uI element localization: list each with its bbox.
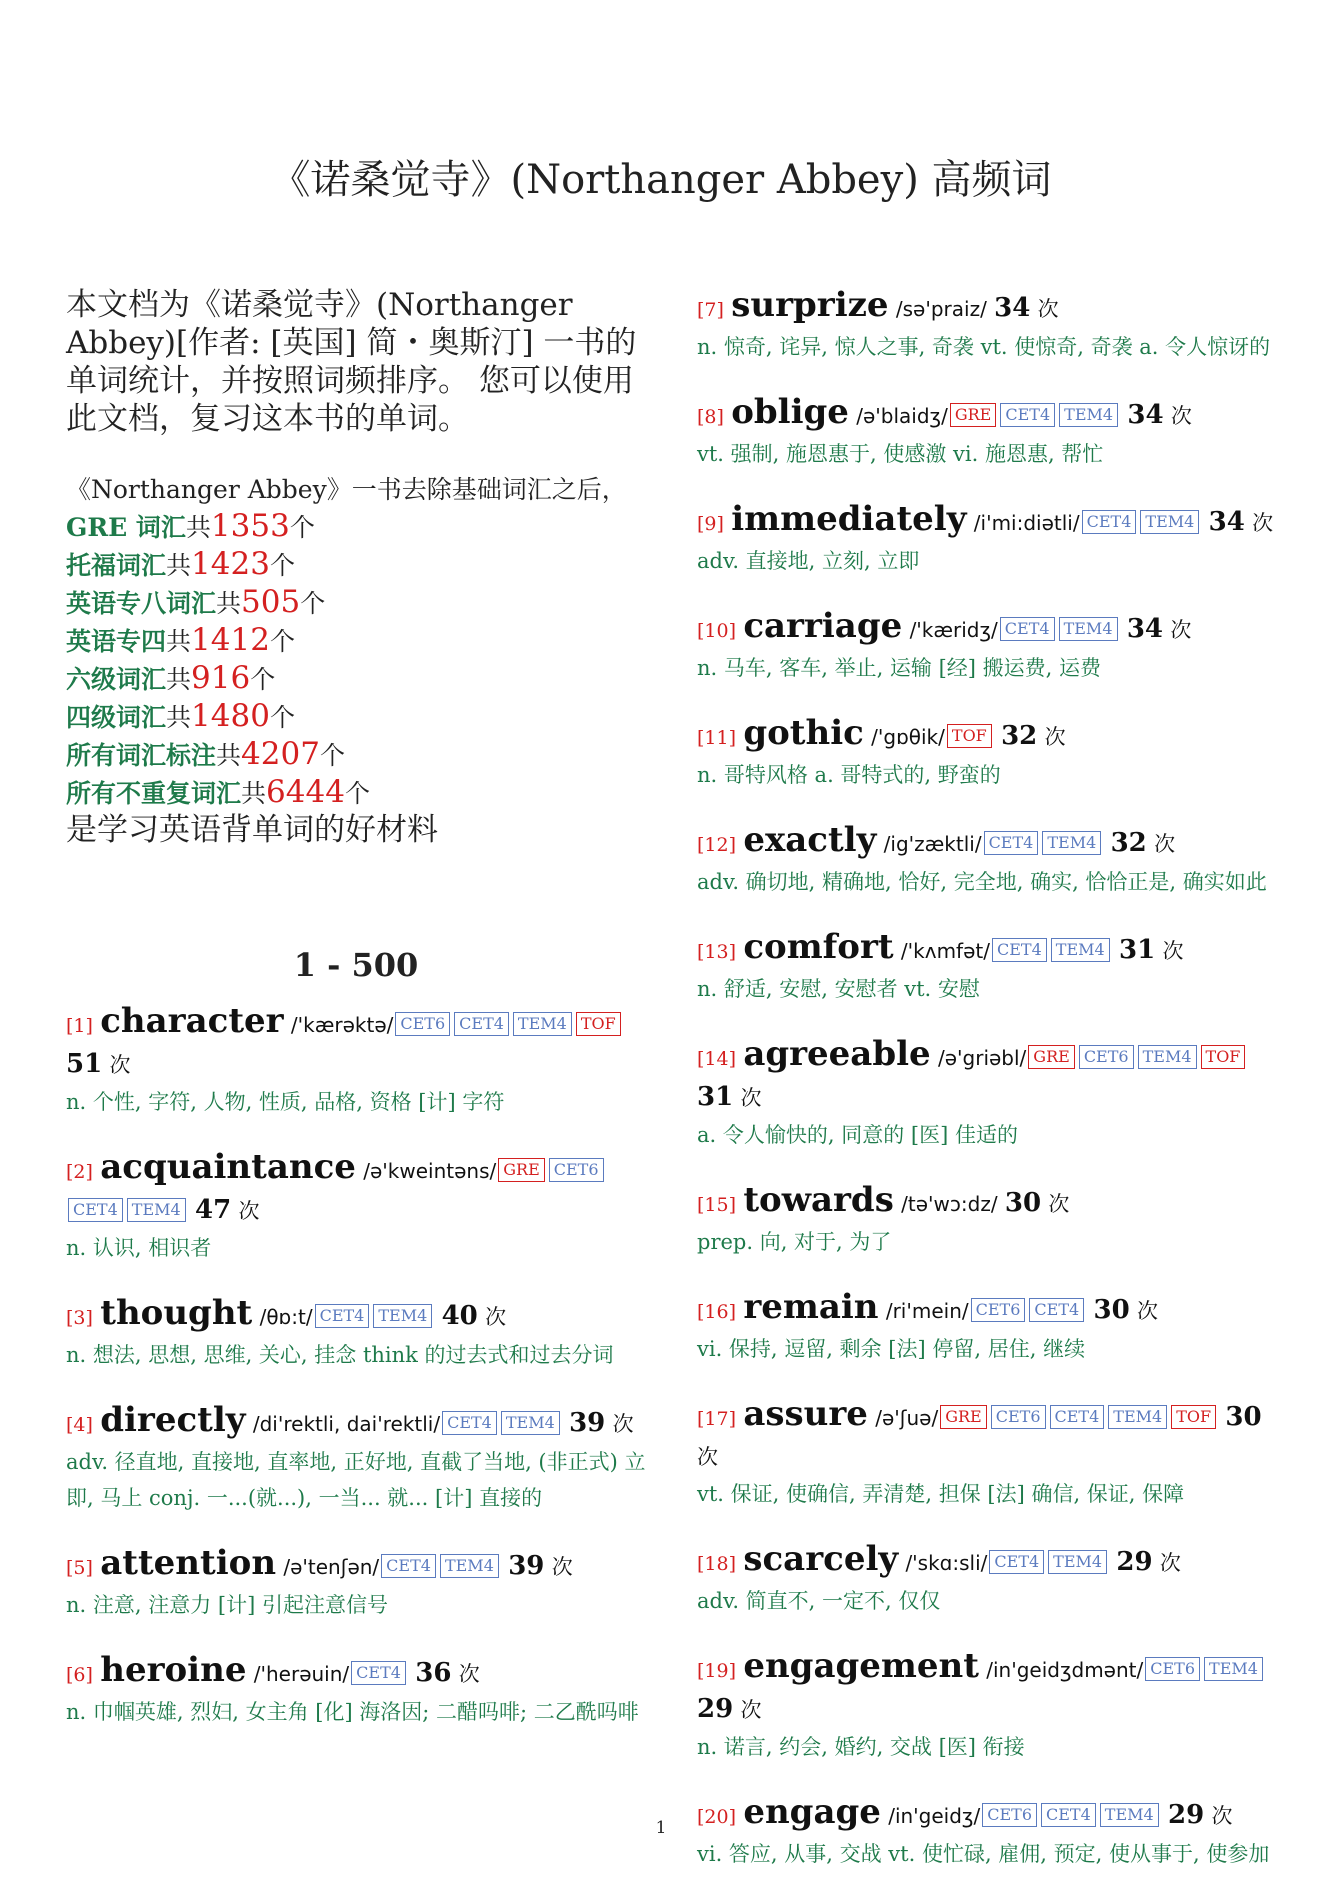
exam-tag: CET4: [381, 1554, 436, 1578]
exam-tag: CET4: [1082, 510, 1137, 534]
exam-tag: CET4: [442, 1411, 497, 1435]
exam-tag: TEM4: [1138, 1045, 1197, 1069]
right-column: [697, 286, 1277, 1900]
entry-phonetic: /tə'wɔ:dz/: [901, 1192, 998, 1216]
stat-count: 505: [241, 584, 301, 620]
entry-frequency: 30: [1093, 1295, 1130, 1325]
entry-word: thought: [100, 1293, 253, 1333]
entry-frequency: 34: [1127, 400, 1164, 430]
frequency-unit: 次: [1211, 1804, 1233, 1828]
entry-phonetic: /in'geidʒ/: [888, 1804, 981, 1828]
stat-count: 1480: [191, 698, 270, 734]
stat-suffix: 个: [319, 741, 345, 770]
stat-line: [66, 736, 646, 774]
frequency-unit: 次: [1159, 1551, 1181, 1575]
entry-definition: vi. 保持, 逗留, 剩余 [法] 停留, 居住, 继续: [697, 1337, 1086, 1361]
stat-label: 四级词汇: [66, 703, 167, 732]
entry-word: engagement: [743, 1646, 979, 1686]
exam-tag: TEM4: [1108, 1405, 1167, 1429]
entry-frequency: 40: [441, 1301, 478, 1331]
frequency-unit: 次: [697, 1445, 718, 1469]
entry-index: [11]: [697, 727, 737, 749]
entry-word: assure: [743, 1394, 868, 1434]
exam-tag: CET4: [351, 1661, 406, 1685]
word-entry: [697, 286, 1277, 365]
entry-frequency: 39: [569, 1408, 606, 1438]
entry-definition: adv. 简直不, 一定不, 仅仅: [697, 1589, 941, 1613]
entry-headline: [66, 1294, 646, 1337]
stat-count: 6444: [266, 774, 345, 810]
frequency-unit: 次: [1170, 618, 1192, 642]
exam-tag: CET4: [315, 1304, 370, 1328]
entry-index: [10]: [697, 620, 737, 642]
entry-definition: n. 巾帼英雄, 烈妇, 女主角 [化] 海洛因; 二醋吗啡; 二乙酰吗啡: [66, 1700, 639, 1724]
entry-definition: adv. 直接地, 立刻, 立即: [697, 549, 920, 573]
entry-headline: [697, 928, 1277, 971]
word-entry: [66, 1401, 646, 1516]
exam-tag: CET4: [1050, 1405, 1105, 1429]
stat-connector: 共: [166, 703, 192, 732]
frequency-unit: 次: [1154, 832, 1176, 856]
entry-headline: [66, 1401, 646, 1444]
entry-definition: vt. 保证, 使确信, 弄清楚, 担保 [法] 确信, 保证, 保障: [697, 1482, 1185, 1506]
entry-frequency: 47: [195, 1195, 232, 1225]
entry-index: [18]: [697, 1553, 737, 1575]
entry-frequency: 30: [1004, 1188, 1042, 1218]
exam-tag: TEM4: [373, 1304, 432, 1328]
entry-definition: n. 舒适, 安慰, 安慰者 vt. 安慰: [697, 977, 980, 1001]
word-entry: [66, 1544, 646, 1623]
entry-index: [4]: [66, 1414, 93, 1436]
entry-frequency: 29: [1168, 1800, 1205, 1830]
entry-index: [12]: [697, 834, 737, 856]
stats-intro-line: 《Northanger Abbey》一书去除基础词汇之后，: [66, 475, 627, 504]
stat-line: [66, 508, 646, 546]
entry-frequency: 39: [508, 1551, 545, 1581]
entry-phonetic: /'herəuin/: [253, 1662, 350, 1686]
entry-headline: [697, 1035, 1277, 1117]
word-entry: [697, 1395, 1277, 1512]
stat-label: 所有词汇标注: [66, 741, 217, 770]
entry-definition: n. 诺言, 约会, 婚约, 交战 [医] 衔接: [697, 1735, 1025, 1759]
entry-frequency: 29: [1116, 1547, 1153, 1577]
entry-word: carriage: [743, 606, 903, 646]
stat-suffix: 个: [344, 779, 370, 808]
exam-tag: CET6: [549, 1158, 604, 1182]
word-entry: [697, 928, 1277, 1007]
stat-label: 托福词汇: [66, 551, 167, 580]
entry-definition: adv. 径直地, 直接地, 直率地, 正好地, 直截了当地, (非正式) 立即, 马上 conj. 一...(就...), 一当... 就... [计] 直接的: [66, 1450, 646, 1510]
entry-index: [9]: [697, 513, 724, 535]
entry-definition: n. 惊奇, 诧异, 惊人之事, 奇袭 vt. 使惊奇, 奇袭 a. 令人惊讶的: [697, 335, 1271, 359]
exam-tag: CET4: [454, 1012, 509, 1036]
stat-connector: 共: [185, 513, 211, 542]
exam-tag: TEM4: [127, 1198, 186, 1222]
entry-index: [15]: [697, 1194, 737, 1216]
intro-paragraph: 本文档为《诺桑觉寺》(Northanger Abbey)[作者: [英国] 简・奥斯汀] 一书的单词统计，并按照词频排序。 您可以使用此文档，复习这本书的单词。: [66, 287, 637, 437]
exam-tag: TEM4: [440, 1554, 499, 1578]
entry-frequency: 34: [1208, 507, 1245, 537]
stat-label: 英语专八词汇: [66, 589, 217, 618]
entry-word: surprize: [731, 285, 889, 325]
entry-frequency: 31: [697, 1082, 734, 1112]
entry-frequency: 36: [415, 1658, 452, 1688]
entry-frequency: 32: [1001, 721, 1038, 751]
frequency-unit: 次: [1136, 1299, 1158, 1323]
entry-word: towards: [743, 1180, 894, 1220]
exam-tag: TEM4: [513, 1012, 572, 1036]
word-entry: [697, 393, 1277, 472]
exam-tag: TEM4: [1059, 403, 1118, 427]
entry-phonetic: /ə'ʃuə/: [875, 1406, 939, 1430]
entry-index: [19]: [697, 1660, 737, 1682]
exam-tag: TOF: [1171, 1405, 1216, 1429]
stat-count: 1353: [210, 508, 290, 544]
entry-word: heroine: [100, 1650, 247, 1690]
stat-count: 1423: [191, 546, 270, 582]
entry-headline: [697, 500, 1277, 543]
document-title: 《诺桑觉寺》(Northanger Abbey) 高频词: [270, 157, 1052, 203]
exam-tag: TEM4: [1048, 1550, 1107, 1574]
entry-headline: [66, 1544, 646, 1587]
stat-line: [66, 774, 646, 812]
stat-line: [66, 698, 646, 736]
exam-tag: CET4: [1041, 1803, 1096, 1827]
exam-tag: GRE: [940, 1405, 987, 1429]
stat-count: 916: [191, 660, 251, 696]
exam-tag: CET4: [68, 1198, 123, 1222]
entry-frequency: 51: [66, 1049, 103, 1079]
exam-tag: TEM4: [1051, 938, 1110, 962]
word-entry: [697, 1647, 1277, 1765]
entry-phonetic: /i'mi:diətli/: [973, 511, 1080, 535]
entry-phonetic: /ə'kweintəns/: [363, 1159, 497, 1183]
entry-headline: [697, 821, 1277, 864]
entry-headline: [697, 1395, 1277, 1476]
entry-definition: n. 想法, 思想, 思维, 关心, 挂念 think 的过去式和过去分词: [66, 1343, 614, 1367]
entry-frequency: 34: [994, 293, 1031, 323]
stat-count: 1412: [191, 622, 270, 658]
stats-block: [66, 472, 646, 848]
entry-word: directly: [100, 1400, 246, 1440]
frequency-unit: 次: [238, 1199, 260, 1223]
frequency-unit: 次: [551, 1555, 573, 1579]
entry-word: gothic: [743, 713, 864, 753]
entry-index: [14]: [697, 1048, 737, 1070]
exam-tag: CET6: [971, 1298, 1026, 1322]
entry-headline: [66, 1651, 646, 1694]
stat-line: [66, 546, 646, 584]
word-entry: [697, 1288, 1277, 1367]
entry-definition: prep. 向, 对于, 为了: [697, 1230, 892, 1254]
entry-word: oblige: [731, 392, 849, 432]
exam-tag: TEM4: [1204, 1657, 1263, 1681]
entry-headline: [697, 1540, 1277, 1583]
frequency-unit: 次: [1162, 939, 1184, 963]
word-entry: [66, 1148, 646, 1266]
entry-definition: n. 认识, 相识者: [66, 1236, 212, 1260]
entry-headline: [697, 393, 1277, 436]
entry-phonetic: /'kærəktə/: [290, 1013, 394, 1037]
frequency-unit: 次: [740, 1086, 762, 1110]
word-entry: [66, 1002, 646, 1120]
entry-index: [17]: [697, 1408, 737, 1430]
entry-frequency: 29: [697, 1694, 734, 1724]
word-entry: [697, 1035, 1277, 1153]
stat-connector: 共: [166, 627, 192, 656]
word-list-right: [697, 286, 1277, 1872]
entry-definition: vi. 答应, 从事, 交战 vt. 使忙碌, 雇佣, 预定, 使从事于, 使参加: [697, 1842, 1270, 1866]
exam-tag: GRE: [1028, 1045, 1075, 1069]
entry-headline: [697, 1647, 1277, 1729]
exam-tag: TEM4: [1059, 617, 1118, 641]
stat-suffix: 个: [269, 703, 295, 732]
exam-tag: CET6: [395, 1012, 450, 1036]
page-number: 1: [655, 1818, 667, 1838]
entry-index: [13]: [697, 941, 737, 963]
stat-connector: 共: [216, 589, 242, 618]
range-heading: 1 - 500: [293, 946, 419, 984]
entry-phonetic: /sə'praiz/: [895, 297, 987, 321]
frequency-unit: 次: [1037, 297, 1059, 321]
entry-index: [8]: [697, 406, 724, 428]
exam-tag: CET4: [989, 1550, 1044, 1574]
entry-headline: [697, 1181, 1277, 1224]
frequency-unit: 次: [485, 1305, 507, 1329]
exam-tag: TOF: [576, 1012, 621, 1036]
exam-tag: CET6: [1145, 1657, 1200, 1681]
entry-index: [3]: [66, 1307, 93, 1329]
stat-suffix: 个: [269, 551, 295, 580]
word-entry: [66, 1294, 646, 1373]
word-entry: [697, 500, 1277, 579]
stat-line: [66, 584, 646, 622]
stat-connector: 共: [166, 665, 192, 694]
entry-index: [7]: [697, 299, 724, 321]
entry-word: scarcely: [743, 1539, 899, 1579]
entry-headline: [697, 607, 1277, 650]
exam-tag: CET6: [982, 1803, 1037, 1827]
stat-line: [66, 660, 646, 698]
entry-index: [16]: [697, 1301, 737, 1323]
entry-phonetic: /ig'zæktli/: [883, 832, 982, 856]
stat-suffix: 个: [300, 589, 326, 618]
entry-word: character: [100, 1001, 284, 1041]
entry-frequency: 34: [1126, 614, 1163, 644]
frequency-unit: 次: [1170, 404, 1192, 428]
stat-label: 六级词汇: [66, 665, 167, 694]
frequency-unit: 次: [740, 1698, 762, 1722]
exam-tag: CET6: [1079, 1045, 1134, 1069]
word-list-left: [66, 1002, 646, 1730]
frequency-unit: 次: [458, 1662, 480, 1686]
word-entry: [697, 1540, 1277, 1619]
word-entry: [697, 1181, 1277, 1260]
stat-connector: 共: [166, 551, 192, 580]
stat-suffix: 个: [289, 513, 315, 542]
exam-tag: TOF: [947, 724, 992, 748]
entry-index: [20]: [697, 1806, 737, 1828]
entry-word: comfort: [743, 927, 894, 967]
entry-word: engage: [743, 1792, 881, 1832]
stat-label: 英语专四: [66, 627, 167, 656]
entry-frequency: 30: [1225, 1402, 1262, 1432]
entry-headline: [66, 1002, 646, 1084]
entry-definition: adv. 确切地, 精确地, 恰好, 完全地, 确实, 恰恰正是, 确实如此: [697, 870, 1267, 894]
entry-headline: [697, 714, 1277, 757]
exam-tag: TEM4: [1140, 510, 1199, 534]
entry-definition: a. 令人愉快的, 同意的 [医] 佳适的: [697, 1123, 1018, 1147]
word-entry: [697, 714, 1277, 793]
entry-word: remain: [743, 1287, 879, 1327]
entry-phonetic: /in'geidʒdmənt/: [986, 1658, 1144, 1682]
stat-connector: 共: [241, 779, 267, 808]
entry-headline: [697, 1288, 1277, 1331]
entry-phonetic: /'kʌmfət/: [900, 939, 990, 963]
stat-label: 所有不重复词汇: [66, 779, 242, 808]
entry-phonetic: /ə'blaidʒ/: [856, 404, 948, 428]
entry-definition: n. 注意, 注意力 [计] 引起注意信号: [66, 1593, 388, 1617]
stat-line: [66, 622, 646, 660]
entry-frequency: 31: [1119, 935, 1156, 965]
entry-index: [2]: [66, 1161, 93, 1183]
entry-definition: n. 马车, 客车, 举止, 运输 [经] 搬运费, 运费: [697, 656, 1102, 680]
stats-lines: [66, 508, 646, 812]
entry-headline: [66, 1148, 646, 1230]
exam-tag: CET4: [984, 831, 1039, 855]
entry-phonetic: /'skɑ:sli/: [905, 1551, 988, 1575]
entry-frequency: 32: [1110, 828, 1147, 858]
exam-tag: TOF: [1201, 1045, 1246, 1069]
stat-suffix: 个: [250, 665, 276, 694]
entry-phonetic: /ri'mein/: [885, 1299, 969, 1323]
frequency-unit: 次: [1048, 1192, 1070, 1216]
exam-tag: CET4: [1029, 1298, 1084, 1322]
entry-definition: n. 个性, 字符, 人物, 性质, 品格, 资格 [计] 字符: [66, 1090, 505, 1114]
entry-index: [1]: [66, 1015, 93, 1037]
exam-tag: CET6: [991, 1405, 1046, 1429]
exam-tag: TEM4: [501, 1411, 560, 1435]
frequency-unit: 次: [1044, 725, 1066, 749]
left-column: [66, 286, 646, 1758]
exam-tag: GRE: [498, 1158, 545, 1182]
entry-phonetic: /ə'griəbl/: [937, 1046, 1027, 1070]
entry-word: acquaintance: [100, 1147, 356, 1187]
stat-connector: 共: [216, 741, 242, 770]
exam-tag: GRE: [950, 403, 997, 427]
entry-phonetic: /ə'tenʃən/: [283, 1555, 380, 1579]
exam-tag: CET4: [1000, 403, 1055, 427]
entry-headline: [697, 286, 1277, 329]
frequency-unit: 次: [612, 1412, 634, 1436]
entry-word: immediately: [731, 499, 967, 539]
exam-tag: CET4: [1000, 617, 1055, 641]
word-entry: [697, 821, 1277, 900]
entry-phonetic: /di'rektli, dai'rektli/: [252, 1412, 441, 1436]
exam-tag: CET4: [992, 938, 1047, 962]
exam-tag: TEM4: [1100, 1803, 1159, 1827]
frequency-unit: 次: [1252, 511, 1274, 535]
stats-closing-line: 是学习英语背单词的好材料: [66, 812, 438, 848]
stat-count: 4207: [241, 736, 320, 772]
stat-label: GRE 词汇: [66, 513, 186, 542]
entry-definition: vt. 强制, 施恩惠于, 使感激 vi. 施恩惠, 帮忙: [697, 442, 1104, 466]
stat-suffix: 个: [269, 627, 295, 656]
entry-phonetic: /'gɒθik/: [871, 725, 945, 749]
entry-word: agreeable: [743, 1034, 931, 1074]
frequency-unit: 次: [109, 1053, 131, 1077]
entry-phonetic: /θɒ:t/: [259, 1305, 313, 1329]
word-entry: [697, 607, 1277, 686]
entry-definition: n. 哥特风格 a. 哥特式的, 野蛮的: [697, 763, 1001, 787]
entry-word: exactly: [743, 820, 877, 860]
exam-tag: TEM4: [1042, 831, 1101, 855]
entry-word: attention: [100, 1543, 277, 1583]
entry-index: [6]: [66, 1664, 93, 1686]
entry-index: [5]: [66, 1557, 93, 1579]
word-entry: [66, 1651, 646, 1730]
entry-phonetic: /'kæridʒ/: [909, 618, 998, 642]
